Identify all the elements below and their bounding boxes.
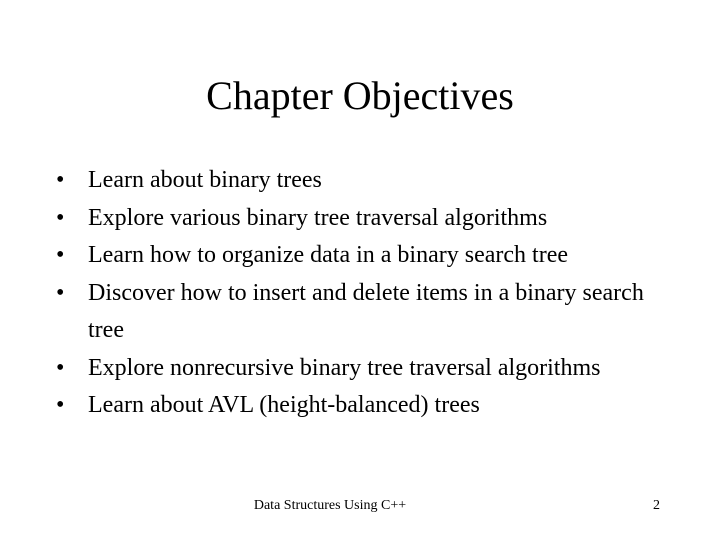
bullet-item	[56, 350, 676, 388]
page-number: 2	[653, 498, 660, 513]
bullet-list	[56, 162, 676, 425]
footer-title: Data Structures Using C++	[253, 498, 407, 513]
bullet-dot-icon: •	[56, 204, 65, 231]
bullet-dot-icon: •	[56, 242, 65, 268]
bullet-dot-icon: •	[56, 392, 65, 418]
bullet-dot-icon: •	[56, 167, 65, 193]
bullet-item	[56, 387, 676, 425]
bullet-dot-icon: •	[56, 279, 65, 306]
bullet-text: Discover how to insert and delete items in a binary search tree	[88, 279, 644, 343]
bullet-item	[56, 275, 676, 350]
bullet-item	[56, 162, 676, 200]
slide-title: Chapter Objectives	[206, 73, 514, 118]
bullet-item	[56, 237, 676, 275]
bullet-text: Explore nonrecursive binary tree traversal algorithms	[88, 354, 601, 381]
bullet-text: Explore various binary tree traversal algorithms	[88, 204, 548, 231]
bullet-dot-icon: •	[56, 354, 65, 381]
bullet-text: Learn about binary trees	[88, 167, 322, 193]
bullet-text: Learn about AVL (height-balanced) trees	[88, 392, 480, 418]
bullet-text: Learn how to organize data in a binary search tree	[88, 242, 568, 268]
bullet-item	[56, 200, 676, 238]
